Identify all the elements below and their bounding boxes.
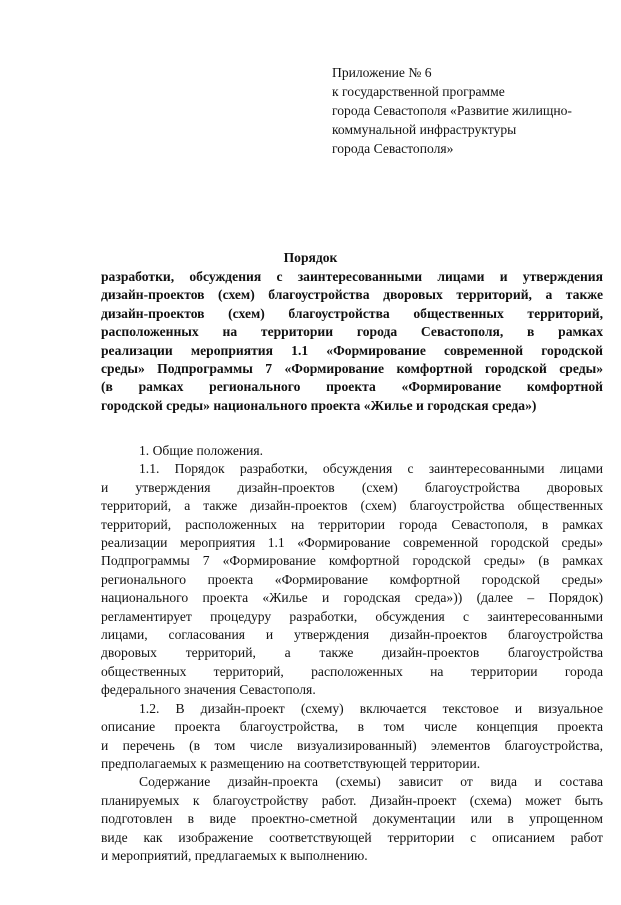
paragraph-line: виде как изображение соответствующей территории с описанием работ [101,829,603,845]
paragraph-line: дворовых территорий, а также дизайн-проектов благоустройства [101,645,603,661]
subtitle-line: городской среды» национального проекта «Жилье и городская среда») [101,397,537,413]
subtitle-line: среды» Подпрограммы 7 «Формирование комфортной городской среды» [101,361,603,377]
paragraph-line: Содержание дизайн-проекта (схемы) зависит от вида и состава [139,774,603,790]
appendix-line: коммунальной инфраструктуры [332,122,517,137]
appendix-line: к государственной программе [332,84,505,99]
paragraph-line: общественных территорий, расположенных на территории города [101,663,603,679]
paragraph-line: регламентирует процедуру разработки, обсуждения с заинтересованными [101,608,603,624]
paragraph-line: реализации мероприятия 1.1 «Формирование современной городской среды» [101,535,603,551]
document-body [101,442,603,865]
appendix-line: Приложение № 6 [332,65,432,80]
paragraph-line: планируемых к благоустройству работ. Дизайн-проект (схема) может быть [101,792,603,808]
appendix-line: города Севастополя «Развитие жилищно- [332,103,572,118]
subtitle-line: расположенных на территории города Севастополя, в рамках [101,324,603,340]
paragraph-line: и перечень (в том числе визуализированный) элементов благоустройства, [101,737,603,753]
section-heading: 1. Общие положения. [139,443,264,458]
paragraph-line: и утверждения дизайн-проектов (схем) благоустройства дворовых [101,479,603,495]
paragraph-line: подготовлен в виде проектно-сметной документации или в упрощенном [101,811,603,827]
appendix-line: города Севастополя» [332,141,454,156]
paragraph-line: регионального проекта «Формирование комфортной городской среды» [101,571,603,587]
paragraph-line: национального проекта «Жилье и городская среда»)) (далее – Порядок) [101,590,603,606]
subtitle-line: разработки, обсуждения с заинтересованными лицами и утверждения [101,269,603,284]
subtitle-line: дизайн-проектов (схем) благоустройства дворовых территорий, а также [101,287,603,303]
paragraph-line: описание проекта благоустройства, в том числе концепция проекта [101,719,603,735]
document-title: Порядок [283,250,338,265]
appendix-block [332,63,612,158]
paragraph-line: предполагаемых к размещению на соответствующей территории. [101,755,481,771]
paragraph-line: лицами, согласования и утверждения дизайн-проектов благоустройства [101,627,603,643]
subtitle-line: дизайн-проектов (схем) благоустройства общественных территорий, [101,305,603,321]
paragraph-line: 1.1. Порядок разработки, обсуждения с заинтересованными лицами [139,461,603,477]
paragraph-line: территорий, а также дизайн-проектов (схем) благоустройства общественных [101,498,603,514]
paragraph-line: 1.2. В дизайн-проект (схему) включается текстовое и визуальное [139,700,603,716]
document-subtitle [101,268,603,415]
paragraph-line: федерального значения Севастополя. [101,682,316,698]
paragraph-line: территорий, расположенных на территории города Севастополя, в рамках [101,516,603,532]
subtitle-line: реализации мероприятия 1.1 «Формирование современной городской [101,342,603,358]
subtitle-line: (в рамках регионального проекта «Формирование комфортной [101,379,603,395]
paragraph-line: и мероприятий, предлагаемых к выполнению. [101,847,368,863]
paragraph-line: Подпрограммы 7 «Формирование комфортной городской среды» (в рамках [101,553,603,569]
